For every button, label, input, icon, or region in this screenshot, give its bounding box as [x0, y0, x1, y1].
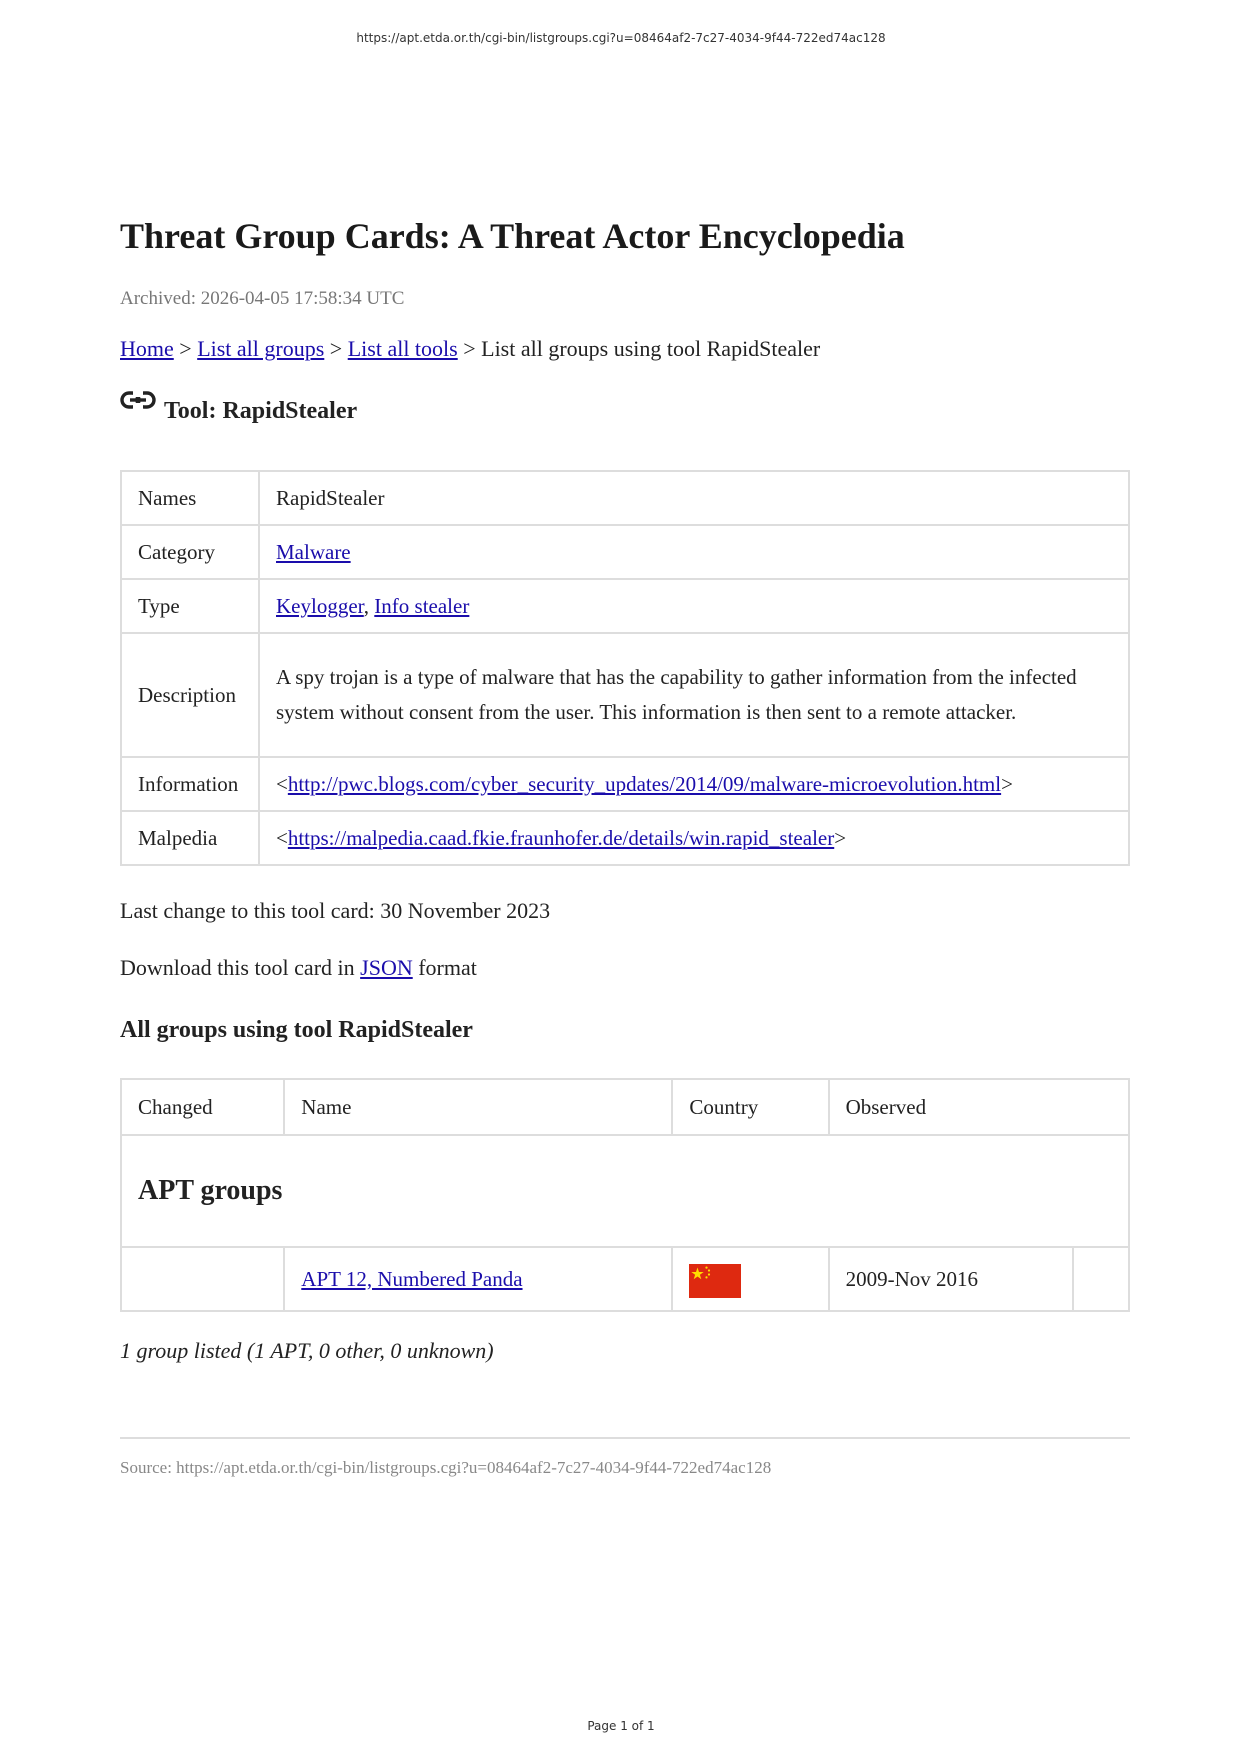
- json-download-link[interactable]: JSON: [360, 955, 413, 980]
- description-label: Description: [121, 633, 259, 757]
- angle-close: >: [1001, 771, 1013, 796]
- download-line: [120, 955, 477, 981]
- information-label: Information: [121, 757, 259, 811]
- information-link[interactable]: http://pwc.blogs.com/cyber_security_updates/2014/09/malware-microevolution.html: [287, 771, 1002, 796]
- row-extra: [1073, 1247, 1129, 1311]
- source-url: Source: https://apt.etda.or.th/cgi-bin/listgroups.cgi?u=08464af2-7c27-4034-9f44-722ed74ac128: [120, 1458, 772, 1477]
- breadcrumb: [120, 336, 820, 362]
- groups-table-header: [121, 1079, 1129, 1135]
- divider: [120, 1437, 1130, 1439]
- last-change-text: Last change to this tool card: 30 November 2023: [120, 898, 551, 923]
- tool-row-names: [121, 471, 1129, 525]
- download-prefix: Download this tool card in: [120, 955, 361, 980]
- link-icon: [120, 386, 156, 414]
- groups-summary: 1 group listed (1 APT, 0 other, 0 unknown): [120, 1338, 494, 1363]
- row-country: [672, 1247, 828, 1311]
- breadcrumb-separator: >: [324, 336, 348, 361]
- angle-close: >: [834, 825, 847, 850]
- column-observed: Observed: [829, 1079, 1129, 1135]
- description-value: A spy trojan is a type of malware that has the capability to gather information from the infected system without consent from the user. This information is then sent to a remote attacker.: [259, 633, 1129, 757]
- breadcrumb-home-link[interactable]: Home: [120, 336, 174, 361]
- tool-row-description: [121, 633, 1129, 757]
- malpedia-value: [259, 811, 1129, 865]
- malpedia-label: Malpedia: [121, 811, 259, 865]
- column-changed: Changed: [121, 1079, 284, 1135]
- category-label: Category: [121, 525, 259, 579]
- tool-row-category: [121, 525, 1129, 579]
- row-changed: [121, 1247, 284, 1311]
- tool-heading-text: Tool: RapidStealer: [164, 398, 358, 424]
- tool-details-table: [120, 470, 1130, 866]
- print-footer-page: Page 1 of 1: [587, 1719, 655, 1733]
- groups-heading: All groups using tool RapidStealer: [120, 1017, 473, 1043]
- china-flag-icon: [689, 1264, 741, 1298]
- type-label: Type: [121, 579, 259, 633]
- group-apt12-link[interactable]: APT 12, Numbered Panda: [301, 1266, 523, 1291]
- column-country: Country: [672, 1079, 828, 1135]
- malpedia-link[interactable]: https://malpedia.caad.fkie.fraunhofer.de/details/win.rapid_stealer: [287, 825, 835, 850]
- angle-open: <: [276, 771, 288, 796]
- type-info-stealer-link[interactable]: Info stealer: [374, 593, 470, 618]
- apt-groups-label: APT groups: [121, 1135, 1129, 1247]
- groups-table: [120, 1078, 1130, 1312]
- apt-groups-section: [121, 1135, 1129, 1247]
- information-value: [259, 757, 1129, 811]
- page-content: [120, 212, 1130, 1477]
- row-observed: 2009-Nov 2016: [829, 1247, 1073, 1311]
- archived-timestamp: Archived: 2026-04-05 17:58:34 UTC: [120, 288, 405, 309]
- type-separator: ,: [363, 593, 375, 618]
- breadcrumb-tools-link[interactable]: List all tools: [347, 336, 458, 361]
- type-keylogger-link[interactable]: Keylogger: [276, 593, 364, 618]
- names-value: RapidStealer: [259, 471, 1129, 525]
- category-malware-link[interactable]: Malware: [276, 539, 351, 564]
- column-name: Name: [284, 1079, 672, 1135]
- row-name: [284, 1247, 672, 1311]
- tool-row-information: [121, 757, 1129, 811]
- breadcrumb-groups-link[interactable]: List all groups: [197, 336, 325, 361]
- tool-heading: [120, 398, 357, 425]
- table-row: [121, 1247, 1129, 1311]
- tool-row-type: [121, 579, 1129, 633]
- breadcrumb-current: > List all groups using tool RapidStealer: [457, 336, 821, 361]
- angle-open: <: [276, 825, 288, 850]
- page-title: Threat Group Cards: A Threat Actor Encyclopedia: [120, 216, 905, 256]
- print-header-url: https://apt.etda.or.th/cgi-bin/listgroups.cgi?u=08464af2-7c27-4034-9f44-722ed74ac128: [356, 31, 886, 45]
- download-suffix: format: [412, 955, 477, 980]
- breadcrumb-separator: >: [173, 336, 198, 361]
- type-value: [259, 579, 1129, 633]
- category-value: [259, 525, 1129, 579]
- names-label: Names: [121, 471, 259, 525]
- tool-row-malpedia: [121, 811, 1129, 865]
